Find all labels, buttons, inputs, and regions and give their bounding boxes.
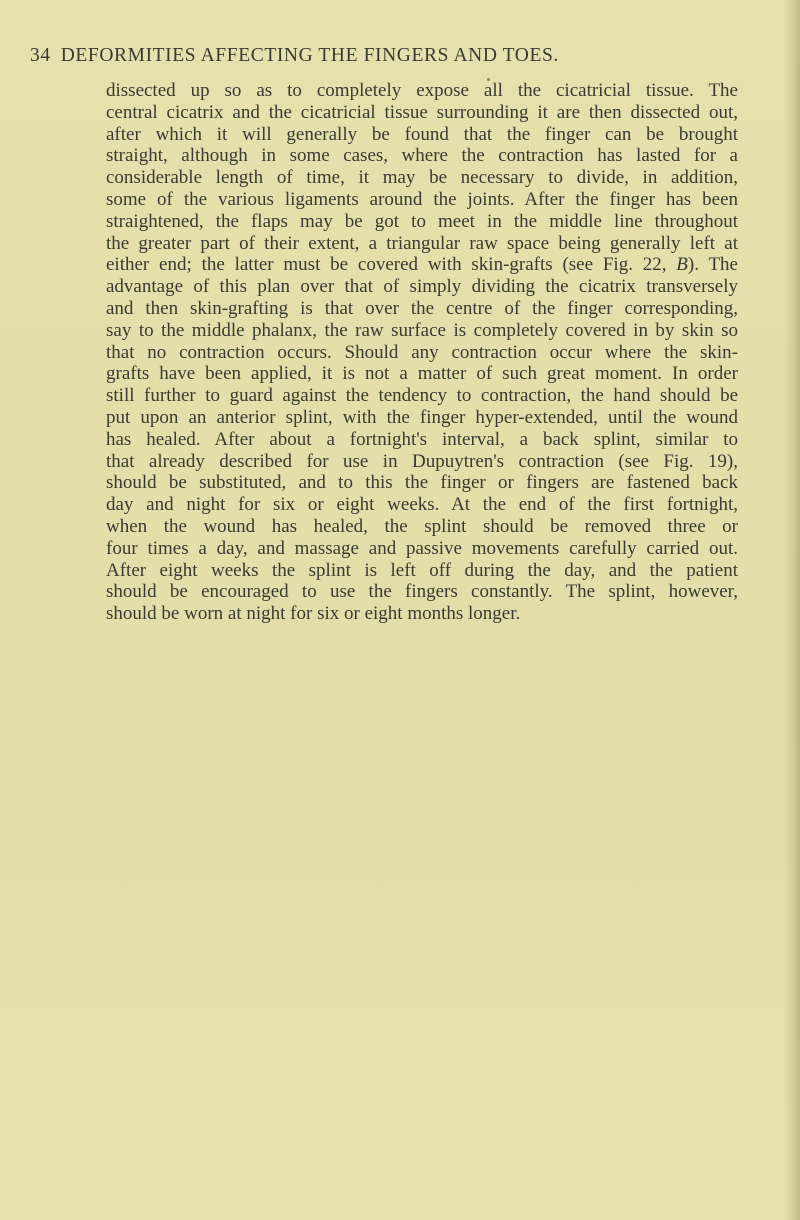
text-line: the greater part of their extent, a triangular raw space being generally left at (106, 232, 738, 254)
text-line: has healed. After about a fortnight's interval, a back splint, similar to (106, 428, 738, 450)
text-line: straight, although in some cases, where the contraction has lasted for a (106, 145, 738, 167)
text-line: say to the middle phalanx, the raw surface is completely covered in by skin so (106, 319, 738, 341)
text-line: put upon an anterior splint, with the finger hyper-extended, until the wound (106, 406, 738, 428)
page-edge-shadow (784, 0, 800, 1220)
text-line: central cicatrix and the cicatricial tissue surrounding it are then dissected out, (106, 101, 738, 123)
text-line: still further to guard against the tendency to contraction, the hand should be (106, 385, 738, 407)
figure-letter: B (676, 254, 688, 276)
text-line: considerable length of time, it may be necessary to divide, in addition, (106, 167, 738, 189)
page-number: 34 (30, 45, 51, 66)
text-line: that no contraction occurs. Should any contraction occur where the skin- (106, 341, 738, 363)
text-line: After eight weeks the splint is left off during the day, and the patient (106, 559, 738, 581)
text-line: after which it will generally be found that the finger can be brought (106, 123, 738, 145)
text-line: should be substituted, and to this the finger or fingers are fastened back (106, 472, 738, 494)
text-line: should be encouraged to use the fingers constantly. The splint, however, (106, 581, 738, 603)
text-line: dissected up so as to completely expose all the cicatricial tissue. The (106, 80, 738, 101)
text-line: advantage of this plan over that of simply dividing the cicatrix transversely (106, 276, 738, 298)
text-line: grafts have been applied, it is not a matter of such great moment. In order (106, 363, 738, 385)
text-line: day and night for six or eight weeks. At the end of the first fortnight, (106, 494, 738, 516)
running-head (30, 45, 760, 67)
text-line: either end; the latter must be covered with skin-grafts (see Fig. 22, B). The (106, 254, 738, 276)
text-line: when the wound has healed, the splint should be removed three or (106, 515, 738, 537)
text-line: that already described for use in Dupuytren's contraction (see Fig. 19), (106, 450, 738, 472)
running-title: DEFORMITIES AFFECTING THE FINGERS AND TOES. (60, 45, 559, 66)
text-line: should be worn at night for six or eight months longer. (106, 603, 521, 625)
text-line: four times a day, and massage and passive movements carefully carried out. (106, 537, 738, 559)
text-line: and then skin-grafting is that over the centre of the finger corresponding, (106, 297, 738, 319)
text-line: straightened, the flaps may be got to meet in the middle line throughout (106, 210, 738, 232)
text-line: some of the various ligaments around the joints. After the finger has been (106, 188, 738, 210)
body-paragraph (106, 80, 738, 625)
